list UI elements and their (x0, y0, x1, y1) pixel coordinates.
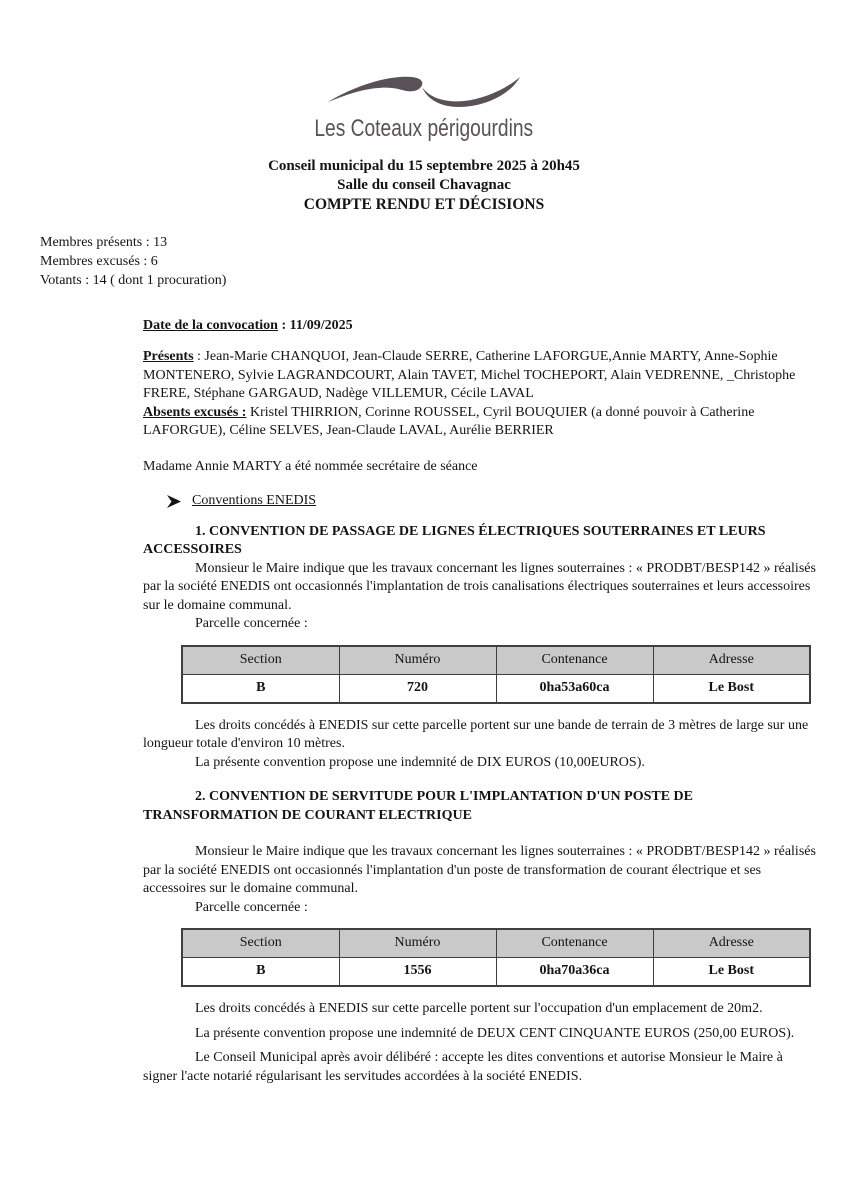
logo-text: Les Coteaux périgourdins (314, 115, 534, 142)
parcel-table-2 (181, 928, 811, 987)
table-header-row (182, 646, 810, 675)
arrowhead-right-icon (167, 495, 181, 508)
agenda-item (143, 492, 816, 511)
section2-title: 2. CONVENTION DE SERVITUDE POUR L'IMPLANTATION D'UN POSTE DE TRANSFORMATION DE COURANT ELECTRIQUE (143, 789, 693, 823)
members-stats (40, 233, 848, 290)
section1-rights: Les droits concédés à ENEDIS sur cette parcelle portent sur une bande de terrain de 3 mètres de large sur une longueur totale d'environ 10 mètres. (143, 717, 809, 751)
convocation-label: Date de la convocation (143, 317, 278, 333)
absents-label: Absents excusés : (143, 404, 247, 420)
agenda-title: Conventions ENEDIS (192, 493, 317, 508)
presents-label: Présents (143, 349, 194, 364)
cell-section: B (182, 674, 339, 703)
cell-numero: 720 (339, 674, 496, 703)
table-header-row (182, 929, 810, 958)
table-row (182, 958, 810, 987)
section1-intro: Monsieur le Maire indique que les travaux concernant les lignes souterraines : « PRODBT/BESP142 » réalisés par la société ENEDIS ont occasionnés l'implantation de trois canalisations électriques souterraines et leurs accessoires sur le domaine communal. (143, 560, 816, 613)
cell-section: B (182, 958, 339, 987)
presents-names: : Jean-Marie CHANQUOI, Jean-Claude SERRE, Catherine LAFORGUE,Annie MARTY, Anne-Sophie MONTENERO, Sylvie LAGRANDCOURT, Alain TAVET, Michel TOCHEPORT, Alain VEDRENNE, _Christophe FRERE, Stéphane GARGAUD, Nadège VILLEMUR, Cécile LAVAL (143, 349, 796, 401)
absents-names: Kristel THIRRION, Corinne ROUSSEL, Cyril BOUQUIER (a donné pouvoir à Catherine LAFORGUE), Céline SELVES, Jean-Claude LAVAL, Aurélie BERRIER (143, 404, 755, 438)
col-header-section: Section (182, 646, 339, 675)
convocation-separator: : (277, 317, 290, 333)
col-header-numero: Numéro (339, 929, 496, 958)
col-header-adresse: Adresse (653, 929, 810, 958)
convocation-line (143, 317, 816, 336)
section2-intro: Monsieur le Maire indique que les travaux concernant les lignes souterraines : « PRODBT/BESP142 » réalisés par la société ENEDIS ont occasionnés l'implantation d'un poste de transformation de courant électrique et ses accessoires sur le domaine communal. (143, 844, 816, 896)
members-presents: Membres présents : 13 (40, 234, 168, 250)
logo (0, 0, 848, 143)
members-excuses: Membres excusés : 6 (40, 253, 158, 269)
meeting-title: Conseil municipal du 15 septembre 2025 à 20h45 (268, 157, 580, 174)
cell-contenance: 0ha70a36ca (496, 958, 653, 987)
col-header-numero: Numéro (339, 646, 496, 675)
parcel-table-1 (181, 645, 811, 704)
section2-indemnity: La présente convention propose une indemnité de DEUX CENT CINQUANTE EUROS (250,00 EUROS). (195, 1025, 795, 1041)
absents-paragraph (143, 404, 816, 441)
swoosh-bird-icon (318, 66, 530, 114)
cell-adresse: Le Bost (653, 674, 810, 703)
members-votants: Votants : 14 ( dont 1 procuration) (40, 272, 227, 288)
section1-title: 1. CONVENTION DE PASSAGE DE LIGNES ÉLECTRIQUES SOUTERRAINES ET LEURS ACCESSOIRES (143, 523, 766, 557)
document-body (143, 317, 816, 1087)
document-header (0, 157, 848, 214)
cell-contenance: 0ha53a60ca (496, 674, 653, 703)
secretary-line: Madame Annie MARTY a été nommée secrétaire de séance (143, 458, 478, 474)
meeting-venue: Salle du conseil Chavagnac (337, 176, 511, 193)
col-header-contenance: Contenance (496, 929, 653, 958)
section1-indemnity: La présente convention propose une indemnité de DIX EUROS (10,00EUROS). (195, 754, 645, 770)
section2-parcel-label: Parcelle concernée : (195, 899, 308, 915)
convocation-date: 11/09/2025 (289, 317, 353, 333)
document-type: COMPTE RENDU ET DÉCISIONS (303, 195, 545, 213)
cell-numero: 1556 (339, 958, 496, 987)
council-decision: Le Conseil Municipal après avoir délibéré : accepte les dites conventions et autorise Monsieur le Maire à signer l'acte notarié régularisant les servitudes accordées à la société ENEDIS. (143, 1050, 783, 1084)
section2-rights: Les droits concédés à ENEDIS sur cette parcelle portent sur l'occupation d'un emplacement de 20m2. (195, 1001, 763, 1016)
col-header-contenance: Contenance (496, 646, 653, 675)
table-row (182, 674, 810, 703)
col-header-section: Section (182, 929, 339, 958)
col-header-adresse: Adresse (653, 646, 810, 675)
section1-parcel-label: Parcelle concernée : (195, 616, 308, 631)
cell-adresse: Le Bost (653, 958, 810, 987)
presents-paragraph (143, 348, 816, 404)
